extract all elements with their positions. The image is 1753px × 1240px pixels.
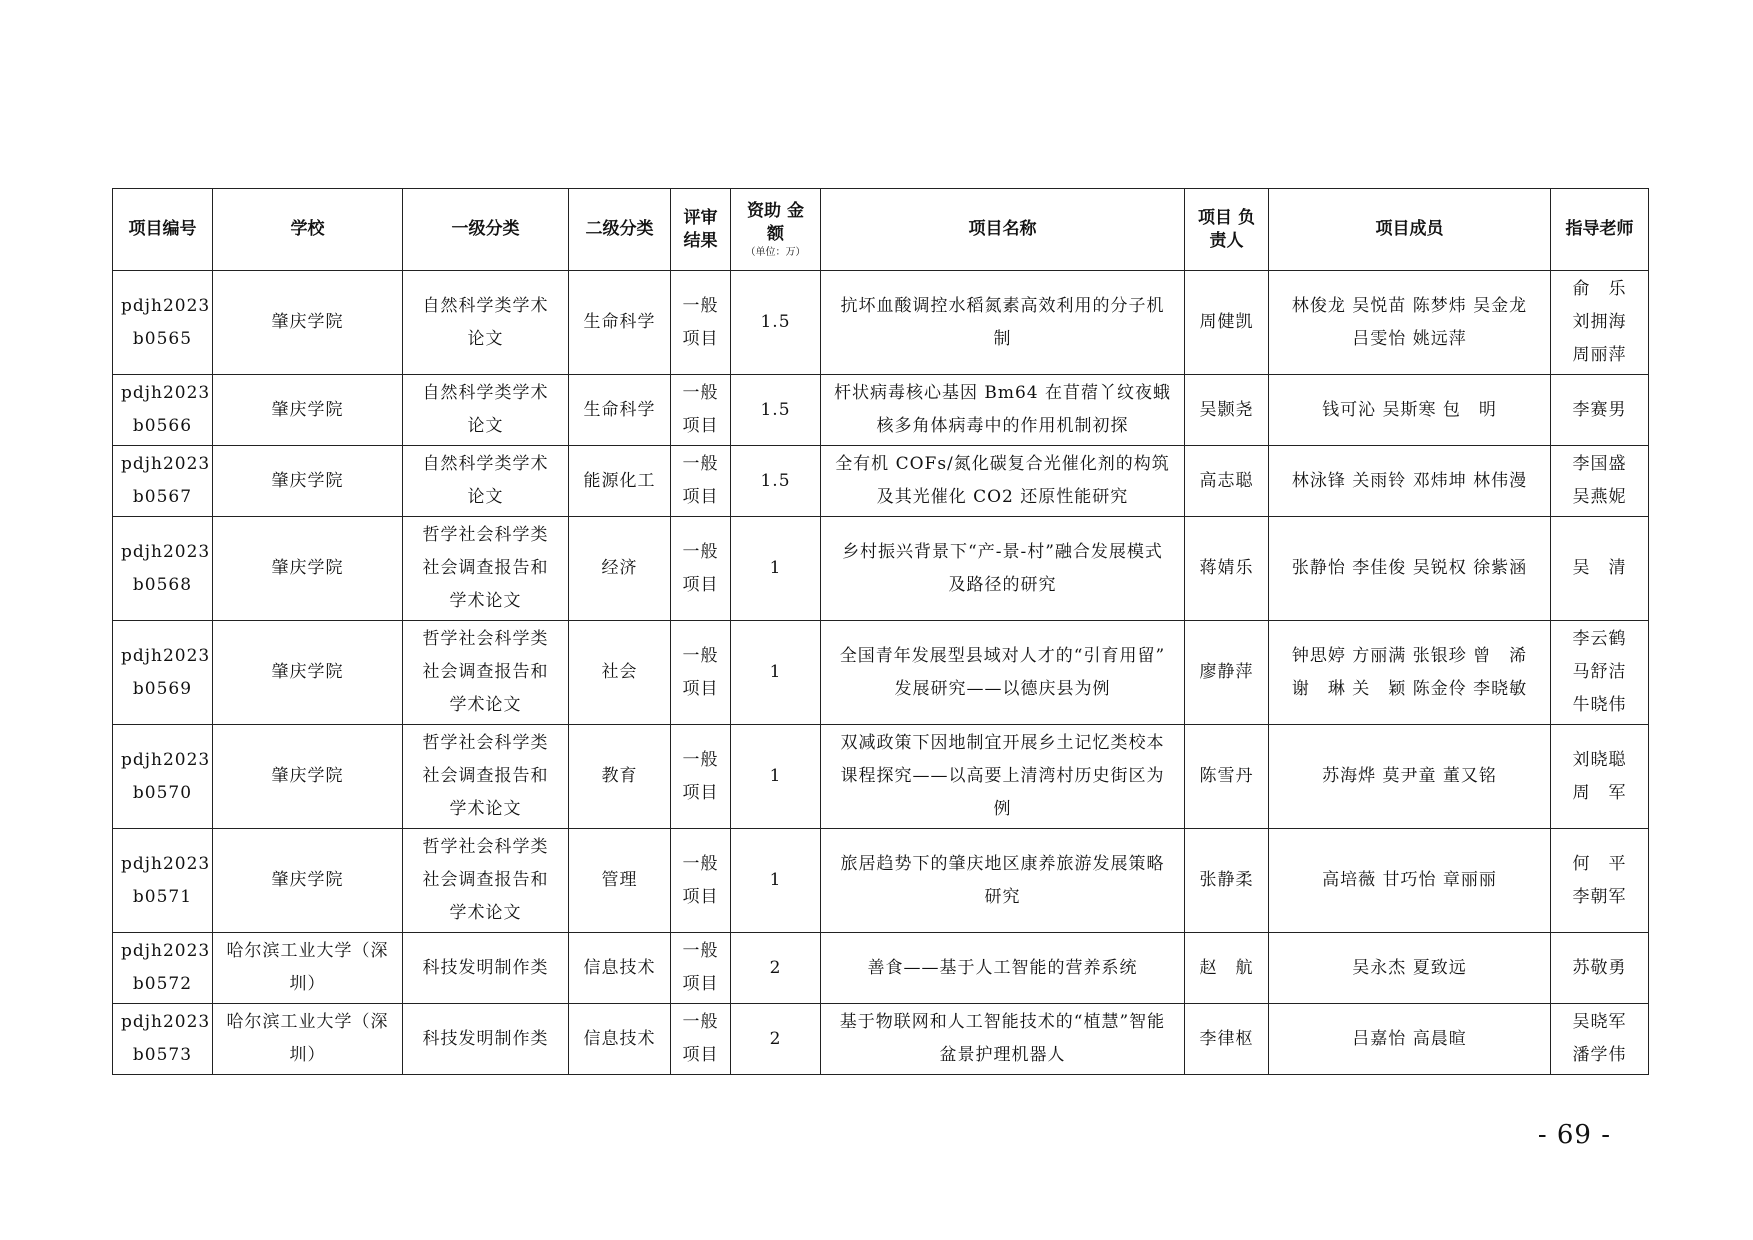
- cell-project-id-line: b0571: [132, 886, 193, 907]
- cell-review-result: [671, 933, 731, 1004]
- cell-advisor-line: 刘拥海: [1572, 312, 1627, 332]
- cell-project-members: [1269, 725, 1551, 829]
- table-row: [113, 1004, 1649, 1075]
- cell-project-name-line: 抗坏血酸调控水稻氮素高效利用的分子机: [840, 295, 1165, 316]
- cell-review-result: [671, 621, 731, 725]
- cell-project-members: [1269, 375, 1551, 446]
- cell-school-line: 肇庆学院: [271, 399, 344, 420]
- page-number: - 69 -: [1537, 1120, 1611, 1150]
- cell-school: [213, 933, 403, 1004]
- cell-project-name-line: 杆状病毒核心基因 Bm64 在苜蓿丫纹夜蛾: [833, 383, 1172, 403]
- cell-project-id: [113, 446, 213, 517]
- cell-category-1-line: 自然科学类学术: [422, 383, 549, 403]
- header-review-line-1: 评审: [683, 207, 718, 228]
- table-body: [113, 271, 1649, 1075]
- cell-project-leader: 周健凯: [1185, 271, 1269, 375]
- cell-advisor-line: 吴 清: [1572, 558, 1627, 578]
- table-row: [113, 725, 1649, 829]
- cell-project-members: [1269, 1004, 1551, 1075]
- cell-category-1: [403, 725, 569, 829]
- cell-project-members-line: 吕雯怡 姚远萍: [1352, 328, 1467, 349]
- cell-review-result-line: 一般: [682, 295, 719, 316]
- cell-project-name-line: 研究: [984, 886, 1021, 907]
- cell-project-name: [821, 446, 1185, 517]
- header-amount-line-1: 资助: [747, 200, 782, 221]
- cell-funding-amount: 1: [731, 725, 821, 829]
- cell-project-name-line: 课程探究——以高要上清湾村历史街区为: [840, 766, 1165, 786]
- table-row: [113, 375, 1649, 446]
- cell-project-id-line: b0567: [132, 487, 193, 507]
- cell-school: [213, 446, 403, 517]
- cell-school: [213, 621, 403, 725]
- cell-category-1: [403, 517, 569, 621]
- cell-category-1-line: 论文: [467, 416, 504, 436]
- cell-review-result-line: 一般: [682, 853, 719, 874]
- cell-category-1-line: 哲学社会科学类: [422, 837, 549, 857]
- cell-category-2-line: 信息技术: [583, 1028, 656, 1049]
- cell-review-result-line: 一般: [682, 1012, 719, 1032]
- cell-category-1-line: 科技发明制作类: [422, 957, 549, 978]
- cell-project-id-line: b0573: [132, 1045, 193, 1065]
- cell-project-id-line: b0569: [132, 678, 193, 699]
- cell-funding-amount: 1: [731, 621, 821, 725]
- cell-project-id-line: pdjh2023: [121, 749, 211, 770]
- cell-funding-amount: 2: [731, 1004, 821, 1075]
- cell-category-2-line: 生命科学: [583, 399, 656, 420]
- cell-review-result-line: 项目: [682, 574, 719, 595]
- cell-category-2: [569, 1004, 671, 1075]
- cell-funding-amount: 1: [731, 829, 821, 933]
- cell-project-members: [1269, 829, 1551, 933]
- cell-project-id: [113, 517, 213, 621]
- document-page: [112, 188, 1648, 1075]
- cell-school-line: 肇庆学院: [271, 558, 344, 578]
- cell-advisor-line: 牛晓伟: [1572, 695, 1627, 715]
- cell-school: [213, 271, 403, 375]
- cell-review-result-line: 项目: [682, 678, 719, 699]
- cell-category-1: [403, 446, 569, 517]
- cell-project-name-line: 盆景护理机器人: [939, 1045, 1066, 1065]
- cell-school: [213, 725, 403, 829]
- cell-project-name-line: 发展研究——以德庆县为例: [894, 678, 1111, 699]
- project-table: [112, 188, 1649, 1075]
- cell-category-1-line: 学术论文: [449, 591, 522, 611]
- cell-project-name-line: 基于物联网和人工智能技术的“植慧”智能: [839, 1012, 1166, 1032]
- cell-review-result: [671, 1004, 731, 1075]
- cell-category-1-line: 哲学社会科学类: [422, 629, 549, 649]
- cell-review-result: [671, 375, 731, 446]
- cell-project-id: [113, 933, 213, 1004]
- header-review-result: [671, 189, 731, 271]
- cell-category-1-line: 论文: [467, 487, 504, 507]
- header-funding-amount: [731, 189, 821, 271]
- cell-project-id: [113, 621, 213, 725]
- table-row: [113, 621, 1649, 725]
- cell-advisor-line: 李朝军: [1572, 886, 1627, 907]
- cell-project-name-line: 核多角体病毒中的作用机制初探: [876, 416, 1129, 436]
- cell-category-2-line: 管理: [601, 870, 638, 890]
- cell-advisor-line: 李国盛: [1572, 454, 1627, 474]
- cell-project-leader: 赵 航: [1185, 933, 1269, 1004]
- cell-advisor-line: 何 平: [1572, 853, 1627, 874]
- cell-project-name-line: 旅居趋势下的肇庆地区康养旅游发展策略: [840, 853, 1165, 874]
- cell-project-members: [1269, 621, 1551, 725]
- cell-category-1: [403, 375, 569, 446]
- cell-category-1: [403, 1004, 569, 1075]
- cell-category-2-line: 信息技术: [583, 957, 656, 978]
- cell-category-1-line: 社会调查报告和: [422, 558, 549, 578]
- cell-advisor: [1551, 446, 1649, 517]
- cell-project-members: [1269, 271, 1551, 375]
- cell-review-result: [671, 446, 731, 517]
- cell-review-result: [671, 829, 731, 933]
- header-project-id: 项目编号: [113, 189, 213, 271]
- header-category-1: 一级分类: [403, 189, 569, 271]
- cell-review-result-line: 一般: [682, 541, 719, 562]
- cell-category-2: [569, 933, 671, 1004]
- cell-review-result-line: 项目: [682, 974, 719, 994]
- cell-advisor: [1551, 1004, 1649, 1075]
- cell-category-1-line: 社会调查报告和: [422, 870, 549, 890]
- cell-category-2-line: 经济: [601, 558, 638, 578]
- cell-project-id: [113, 725, 213, 829]
- cell-project-leader: 吴颢尧: [1185, 375, 1269, 446]
- cell-project-leader: 高志聪: [1185, 446, 1269, 517]
- cell-advisor-line: 吴晓军: [1572, 1012, 1627, 1032]
- cell-project-id-line: pdjh2023: [121, 541, 211, 562]
- cell-review-result-line: 项目: [682, 886, 719, 907]
- cell-school: [213, 375, 403, 446]
- cell-category-2: [569, 829, 671, 933]
- cell-funding-amount: 1: [731, 517, 821, 621]
- cell-review-result-line: 项目: [682, 416, 719, 436]
- cell-project-name-line: 例: [993, 799, 1012, 819]
- cell-category-1-line: 自然科学类学术: [422, 454, 549, 474]
- cell-project-members-line: 吴永杰 夏致远: [1352, 957, 1467, 978]
- cell-project-id-line: pdjh2023: [121, 383, 211, 403]
- cell-project-name: [821, 829, 1185, 933]
- cell-advisor-line: 周 军: [1572, 782, 1627, 803]
- cell-project-name-line: 双减政策下因地制宜开展乡土记忆类校本: [840, 733, 1165, 753]
- cell-project-members-line: 高培薇 甘巧怡 章丽丽: [1322, 870, 1497, 890]
- cell-category-2: [569, 621, 671, 725]
- cell-school-line: 肇庆学院: [271, 312, 344, 332]
- cell-project-name: [821, 1004, 1185, 1075]
- table-row: [113, 517, 1649, 621]
- cell-project-id-line: pdjh2023: [121, 645, 211, 666]
- cell-school-line: 哈尔滨工业大学（深: [226, 1012, 389, 1032]
- cell-school-line: 肇庆学院: [271, 470, 344, 491]
- cell-category-1-line: 科技发明制作类: [422, 1028, 549, 1049]
- cell-project-leader: 陈雪丹: [1185, 725, 1269, 829]
- cell-advisor: [1551, 829, 1649, 933]
- cell-category-1-line: 学术论文: [449, 799, 522, 819]
- cell-advisor: [1551, 621, 1649, 725]
- cell-review-result-line: 项目: [682, 487, 719, 507]
- cell-advisor-line: 李赛男: [1572, 399, 1627, 420]
- header-project-name: 项目名称: [821, 189, 1185, 271]
- cell-school-line: 圳）: [289, 974, 326, 994]
- cell-project-name-line: 制: [993, 328, 1012, 349]
- cell-school: [213, 517, 403, 621]
- header-category-2: 二级分类: [569, 189, 671, 271]
- header-amount-unit: （单位：万）: [745, 246, 806, 258]
- cell-funding-amount: 1.5: [731, 446, 821, 517]
- cell-review-result-line: 一般: [682, 454, 719, 474]
- cell-project-name-line: 全国青年发展型县域对人才的“引育用留”: [839, 645, 1166, 666]
- cell-project-members-line: 张静怡 李佳俊 吴锐权 徐紫涵: [1291, 558, 1528, 578]
- cell-project-name-line: 乡村振兴背景下“产-景-村”融合发展模式: [842, 541, 1163, 562]
- cell-category-1-line: 社会调查报告和: [422, 662, 549, 682]
- cell-project-id-line: b0566: [132, 416, 193, 436]
- cell-category-2: [569, 725, 671, 829]
- cell-review-result-line: 一般: [682, 383, 719, 403]
- cell-review-result: [671, 271, 731, 375]
- cell-review-result-line: 项目: [682, 1045, 719, 1065]
- cell-project-members-line: 林泳锋 关雨铃 邓炜坤 林伟漫: [1291, 470, 1528, 491]
- cell-project-leader: 廖静萍: [1185, 621, 1269, 725]
- cell-school: [213, 829, 403, 933]
- cell-category-2-line: 生命科学: [583, 312, 656, 332]
- cell-project-name-line: 及其光催化 CO2 还原性能研究: [876, 487, 1129, 507]
- cell-category-1-line: 哲学社会科学类: [422, 525, 549, 545]
- cell-review-result-line: 一般: [682, 645, 719, 666]
- cell-project-name: [821, 517, 1185, 621]
- cell-review-result: [671, 517, 731, 621]
- cell-funding-amount: 2: [731, 933, 821, 1004]
- cell-project-members-line: 钟思婷 方丽满 张银珍 曾 浠: [1291, 645, 1528, 666]
- cell-project-leader: 蒋婧乐: [1185, 517, 1269, 621]
- cell-category-2-line: 能源化工: [583, 470, 656, 491]
- cell-funding-amount: 1.5: [731, 271, 821, 375]
- table-header-row: [113, 189, 1649, 271]
- cell-advisor: [1551, 933, 1649, 1004]
- cell-category-2-line: 社会: [601, 662, 638, 682]
- header-project-leader: [1185, 189, 1269, 271]
- cell-project-id-line: b0565: [132, 328, 193, 349]
- cell-category-1: [403, 271, 569, 375]
- cell-category-1: [403, 829, 569, 933]
- cell-advisor: [1551, 517, 1649, 621]
- cell-advisor: [1551, 375, 1649, 446]
- cell-review-result-line: 项目: [682, 328, 719, 349]
- cell-project-id: [113, 271, 213, 375]
- cell-category-1: [403, 933, 569, 1004]
- cell-advisor-line: 苏敬勇: [1572, 957, 1627, 978]
- cell-review-result-line: 项目: [682, 782, 719, 803]
- cell-advisor-line: 周丽萍: [1572, 345, 1627, 365]
- cell-project-id: [113, 375, 213, 446]
- cell-category-1-line: 学术论文: [449, 903, 522, 923]
- cell-category-1-line: 哲学社会科学类: [422, 733, 549, 753]
- header-leader-line-1: 项目: [1198, 207, 1233, 228]
- cell-project-name: [821, 933, 1185, 1004]
- cell-project-members-line: 林俊龙 吴悦苗 陈梦炜 吴金龙: [1291, 295, 1528, 316]
- header-review-line-2: 结果: [683, 230, 718, 251]
- cell-project-id-line: b0572: [132, 974, 193, 994]
- cell-category-2-line: 教育: [601, 766, 638, 786]
- cell-project-name: [821, 375, 1185, 446]
- cell-category-1-line: 社会调查报告和: [422, 766, 549, 786]
- cell-project-id: [113, 829, 213, 933]
- cell-advisor: [1551, 271, 1649, 375]
- cell-advisor-line: 李云鹤: [1572, 629, 1627, 649]
- cell-school-line: 肇庆学院: [271, 870, 344, 890]
- cell-project-name-line: 全有机 COFs/氮化碳复合光催化剂的构筑: [835, 454, 1170, 474]
- cell-project-id-line: pdjh2023: [121, 853, 211, 874]
- cell-project-name-line: 善食——基于人工智能的营养系统: [867, 957, 1138, 978]
- cell-project-members-line: 谢 琳 关 颖 陈金伶 李晓敏: [1291, 678, 1528, 699]
- cell-school-line: 哈尔滨工业大学（深: [226, 941, 389, 961]
- table-row: [113, 271, 1649, 375]
- cell-project-id-line: pdjh2023: [121, 295, 211, 316]
- cell-funding-amount: 1.5: [731, 375, 821, 446]
- cell-review-result: [671, 725, 731, 829]
- header-advisor: 指导老师: [1551, 189, 1649, 271]
- cell-project-id: [113, 1004, 213, 1075]
- cell-school-line: 肇庆学院: [271, 662, 344, 682]
- cell-project-name: [821, 621, 1185, 725]
- cell-project-id-line: pdjh2023: [121, 941, 211, 961]
- cell-category-1-line: 自然科学类学术: [422, 295, 549, 316]
- cell-school-line: 肇庆学院: [271, 766, 344, 786]
- cell-project-leader: 张静柔: [1185, 829, 1269, 933]
- header-project-members: 项目成员: [1269, 189, 1551, 271]
- cell-advisor-line: 潘学伟: [1572, 1045, 1627, 1065]
- table-row: [113, 933, 1649, 1004]
- cell-category-2: [569, 271, 671, 375]
- cell-project-leader: 李律枢: [1185, 1004, 1269, 1075]
- cell-project-members: [1269, 933, 1551, 1004]
- cell-review-result-line: 一般: [682, 941, 719, 961]
- cell-category-2: [569, 517, 671, 621]
- cell-category-2: [569, 375, 671, 446]
- cell-project-members-line: 钱可沁 吴斯寒 包 明: [1322, 399, 1497, 420]
- cell-project-members: [1269, 446, 1551, 517]
- table-row: [113, 829, 1649, 933]
- cell-advisor-line: 吴燕妮: [1572, 487, 1627, 507]
- header-amount-line-2: 金额: [767, 200, 804, 244]
- cell-school-line: 圳）: [289, 1045, 326, 1065]
- cell-project-members-line: 苏海烨 莫尹童 董又铭: [1322, 766, 1497, 786]
- cell-advisor-line: 刘晓聪: [1572, 749, 1627, 770]
- cell-project-name-line: 及路径的研究: [948, 574, 1057, 595]
- header-leader-line-2: 负责人: [1209, 207, 1255, 251]
- cell-category-1: [403, 621, 569, 725]
- cell-project-id-line: b0570: [132, 782, 193, 803]
- cell-project-name: [821, 725, 1185, 829]
- cell-advisor-line: 马舒洁: [1572, 662, 1627, 682]
- cell-project-id-line: pdjh2023: [121, 1012, 211, 1032]
- cell-category-1-line: 学术论文: [449, 695, 522, 715]
- cell-school: [213, 1004, 403, 1075]
- cell-project-name: [821, 271, 1185, 375]
- cell-category-1-line: 论文: [467, 328, 504, 349]
- cell-project-members-line: 吕嘉怡 高晨暄: [1352, 1028, 1467, 1049]
- cell-category-2: [569, 446, 671, 517]
- cell-review-result-line: 一般: [682, 749, 719, 770]
- table-row: [113, 446, 1649, 517]
- cell-advisor: [1551, 725, 1649, 829]
- cell-project-id-line: pdjh2023: [121, 454, 211, 474]
- cell-project-members: [1269, 517, 1551, 621]
- cell-advisor-line: 俞 乐: [1572, 279, 1627, 299]
- header-school: 学校: [213, 189, 403, 271]
- cell-project-id-line: b0568: [132, 574, 193, 595]
